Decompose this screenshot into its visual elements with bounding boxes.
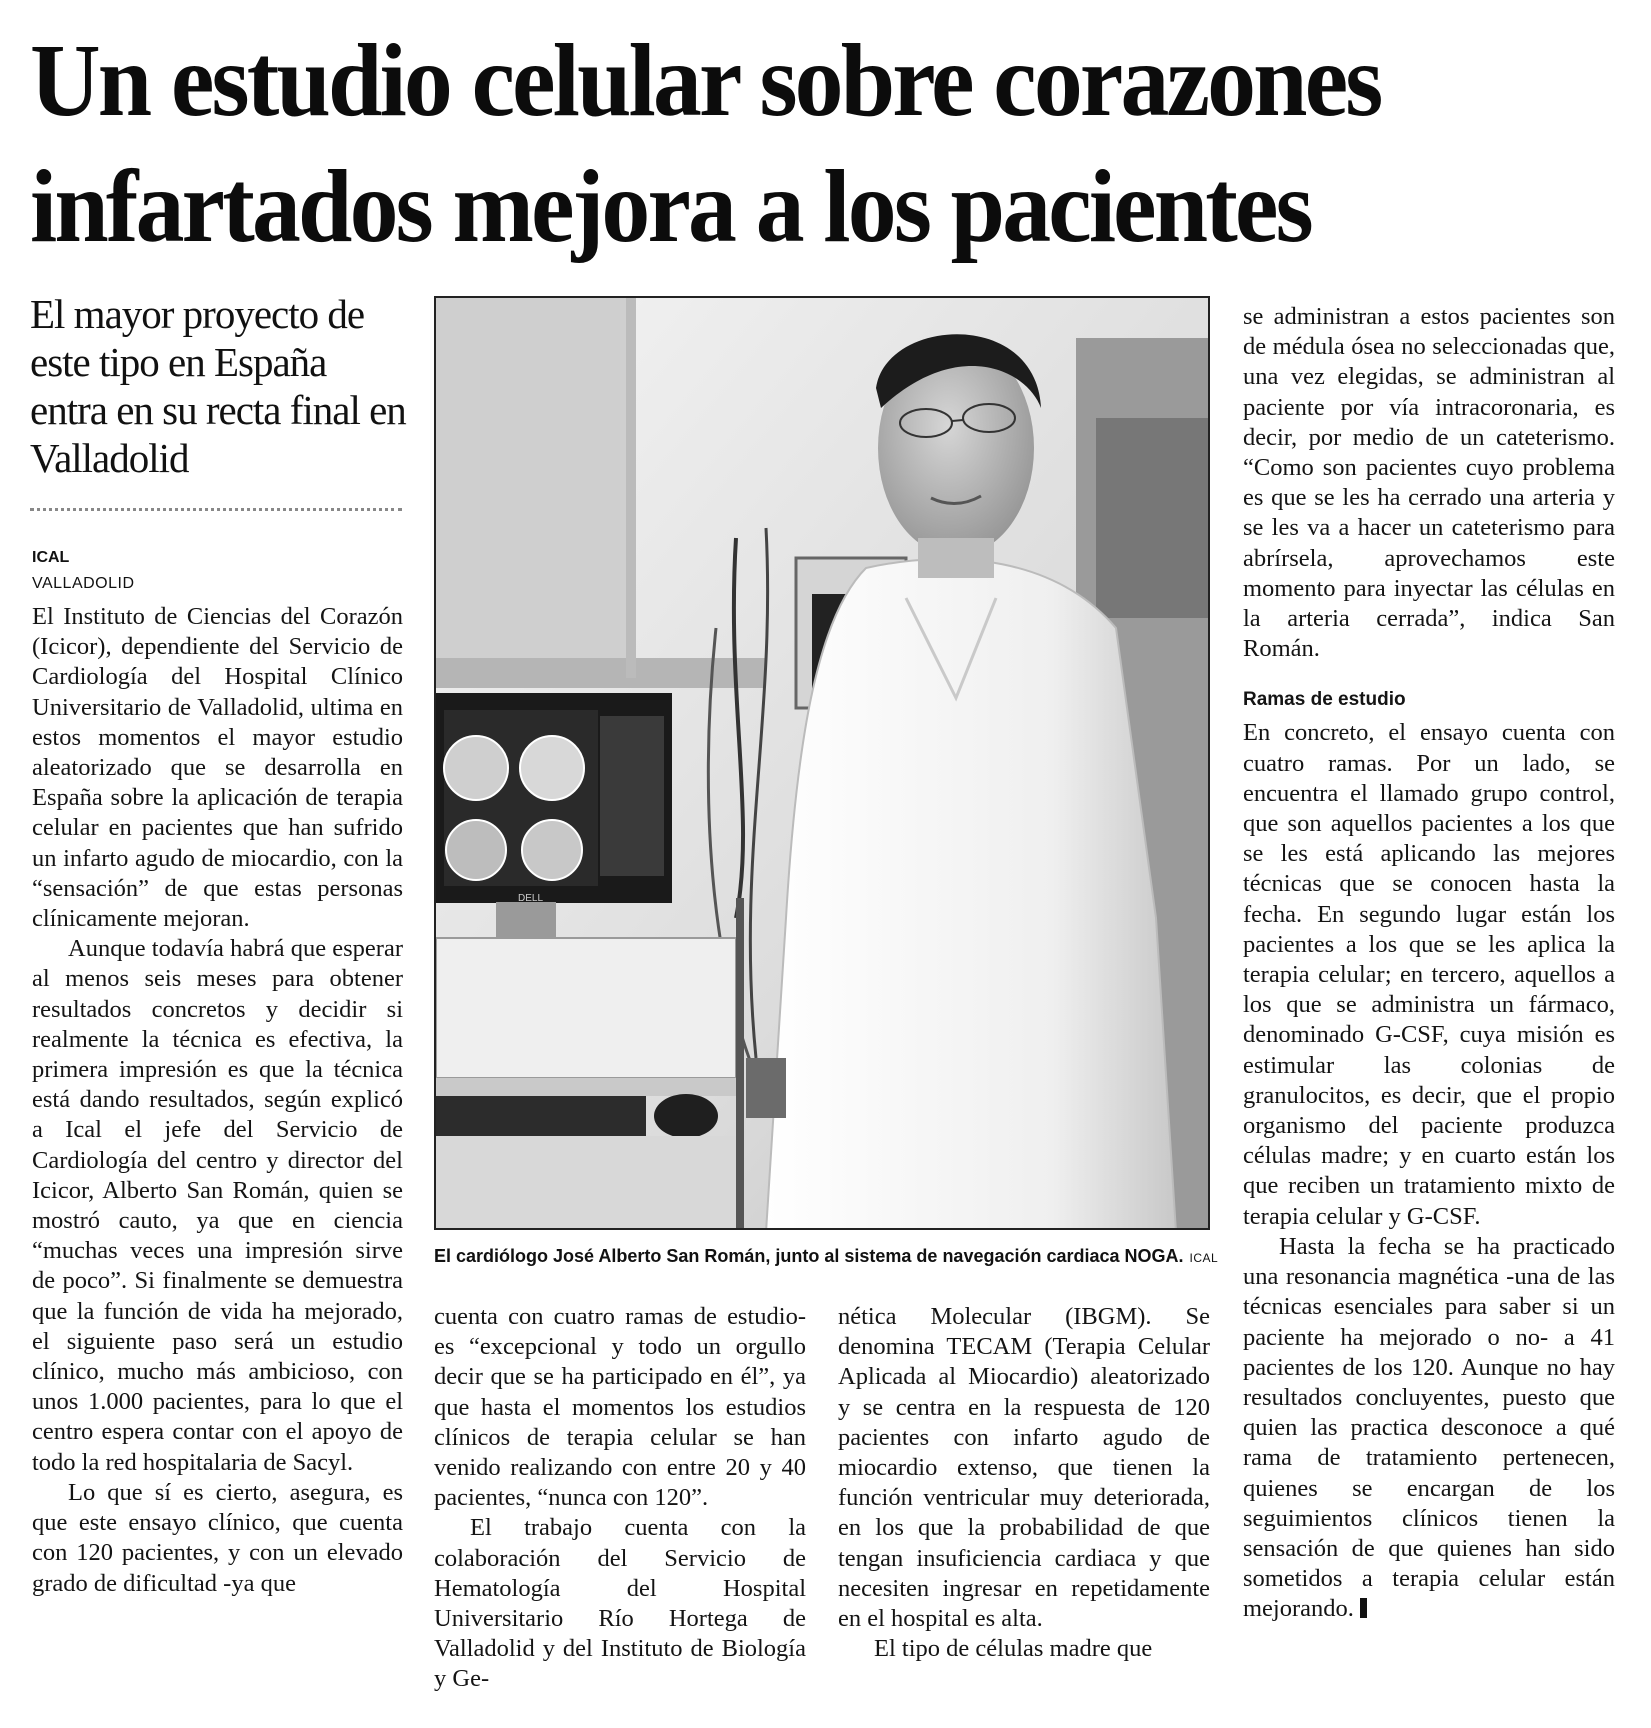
article-column-1 bbox=[32, 602, 403, 1599]
cardiologist-photo-illustration bbox=[436, 298, 1210, 1230]
subheadline: El mayor proyecto de este tipo en España entra en su recta final en Valladolid bbox=[30, 291, 406, 481]
paragraph-final bbox=[1243, 1232, 1615, 1625]
photo-caption bbox=[434, 1244, 1219, 1270]
paragraph: En concreto, el ensayo cuenta con cuatro ramas. Por un lado, se encuentra el llamado grupo control, que son aquellos pacientes a los que se les está aplicando las mejores técnicas que se conocen hasta la fecha. En segundo lugar están los pacientes a los que se les aplica la terapia celular; en tercero, aquellos a los que se administra un fármaco, denominado G-CSF, cuya misión es estimular las colonias de granulocitos, es decir, que el propio organismo del paciente produzca células madre; y en cuarto están los que reciben un tratamiento mixto de terapia celular y G-CSF. bbox=[1243, 719, 1615, 1230]
monitor-brand-label: DELL bbox=[518, 893, 544, 904]
subhead-divider bbox=[30, 508, 402, 511]
headline-line-1: Un estudio celular sobre corazones bbox=[30, 23, 1381, 138]
paragraph: El trabajo cuenta con la colaboración del Servicio de Hematología del Hospital Universitario Río Hortega de Valladolid y del Instituto de Biología y Ge- bbox=[434, 1514, 806, 1693]
paragraph: El Instituto de Ciencias del Corazón (Icicor), dependiente del Servicio de Cardiología del Hospital Clínico Universitario de Valladolid, ultima en estos momentos el mayor estudio aleatorizado que se desarrolla en España sobre la aplicación de terapia celular en pacientes que han sufrido un infarto agudo de miocardio, con la “sensación” de que estas personas clínicamente mejoran. bbox=[32, 603, 403, 933]
article-photo bbox=[434, 296, 1210, 1230]
end-of-article-mark bbox=[1360, 1598, 1367, 1618]
paragraph: El tipo de células madre que bbox=[874, 1635, 1153, 1663]
section-heading: Ramas de estudio bbox=[1243, 689, 1406, 711]
paragraph: se administran a estos pacientes son de médula ósea no seleccionadas que, una vez elegidas, se administran al paciente por vía intracoronaria, es decir, por medio de un cateterismo. “Como son pacientes cuyo problema es que se les ha cerrado una arteria y se les va a hacer un cateterismo para abrírsela, aprovechamos este momento para inyectar las células en la arteria cerrada”, indica San Román. bbox=[1243, 303, 1615, 663]
dateline: VALLADOLID bbox=[32, 575, 135, 592]
paragraph: Lo que sí es cierto, asegura, es que este ensayo clínico, que cuenta con 120 pacientes, y con un elevado grado de dificultad -ya que bbox=[32, 1478, 403, 1597]
caption-text: El cardiólogo José Alberto San Román, junto al sistema de navegación cardiaca NOGA. bbox=[434, 1246, 1184, 1266]
paragraph: Aunque todavía habrá que esperar al menos seis meses para obtener resultados concretos y decidir si realmente la técnica es efectiva, la primera impresión es que la técnica está dando resultados, según explicó a Ical el jefe del Servicio de Cardiología del centro y director del Icicor, Alberto San Román, quien se mostró cauto, ya que en ciencia “muchas veces una impresión sirve de poco”. Si finalmente se demuestra que la función de vida ha mejorado, el siguiente paso será un estudio clínico, mucho más ambicioso, con unos 1.000 pacientes, para lo que el centro espera contar con el apoyo de todo la red hospitalaria de Sacyl. bbox=[32, 935, 403, 1476]
paragraph: nética Molecular (IBGM). Se denomina TECAM (Terapia Celular Aplicada al Miocardio) aleatorizado y se centra en la respuesta de 120 pacientes con infarto agudo de miocardio extenso, que tienen la función ventricular muy deteriorada, en los que la probabilidad de que tengan insuficiencia cardiaca y que necesiten ingresar en repetidamente en el hospital es alta. bbox=[838, 1303, 1210, 1633]
article-column-4 bbox=[1243, 302, 1615, 1625]
article-column-2 bbox=[434, 1302, 806, 1695]
headline-line-2: infartados mejora a los pacientes bbox=[30, 149, 1311, 264]
byline: ICAL bbox=[32, 549, 70, 566]
article-column-3 bbox=[838, 1302, 1210, 1664]
photo-credit: ICAL bbox=[1189, 1251, 1219, 1265]
headline bbox=[30, 18, 1534, 270]
paragraph-text: Hasta la fecha se ha practicado una resonancia magnética -una de las técnicas esenciales para saber si un paciente ha mejorado o no- a 41 pacientes de los 120. Aunque no hay resultados concluyentes, puesto que quien las practica desconoce a qué rama de tratamiento pertenecen, quienes se encargan de los seguimientos clínicos tienen la sensación de que quienes han sido sometidos a terapia celular están mejorando. bbox=[1243, 1232, 1615, 1623]
paragraph: cuenta con cuatro ramas de estudio- es “excepcional y todo un orgullo decir que se ha participado en él”, ya que hasta el momentos los estudios clínicos de terapia celular se han venido realizando con entre 20 y 40 pacientes, “nunca con 120”. bbox=[434, 1303, 806, 1512]
